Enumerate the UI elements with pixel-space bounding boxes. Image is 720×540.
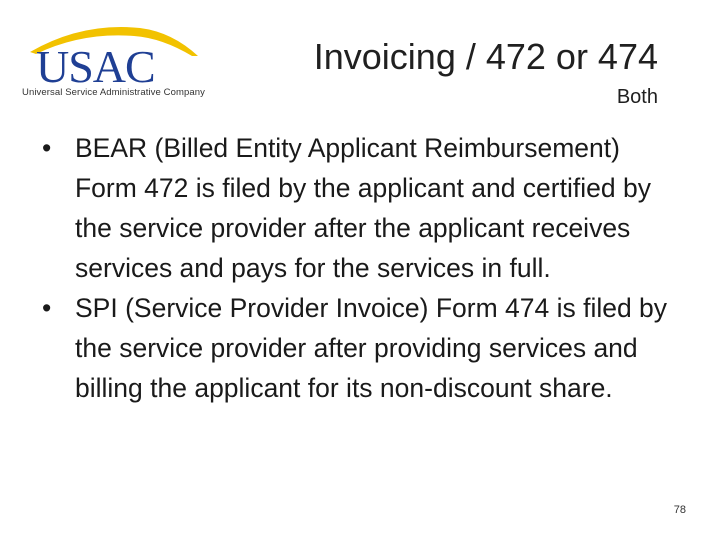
bullet-mark: • bbox=[42, 133, 52, 163]
slide-title: Invoicing / 472 or 474 bbox=[313, 36, 658, 77]
svg-text:USAC: USAC bbox=[36, 41, 155, 88]
bullet-text: SPI (Service Provider Invoice) Form 474 is filed by the service provider after providing services and billing the applicant for its non-discount share. bbox=[75, 293, 668, 403]
bullet-item-spi bbox=[34, 288, 674, 408]
usac-logo-mark bbox=[22, 26, 222, 88]
slide-subtitle: Both bbox=[616, 86, 658, 108]
logo-tagline: Universal Service Administrative Company bbox=[22, 87, 205, 98]
bullet-mark: • bbox=[42, 293, 52, 323]
bullet-item-bear bbox=[34, 128, 674, 288]
page-number: 78 bbox=[673, 504, 686, 516]
bullet-list bbox=[34, 128, 674, 408]
usac-logo bbox=[22, 26, 222, 102]
bullet-text: BEAR (Billed Entity Applicant Reimbursement) Form 472 is filed by the applicant and certified by the service provider after the applicant receives services and pays for the services in full. bbox=[75, 133, 651, 283]
